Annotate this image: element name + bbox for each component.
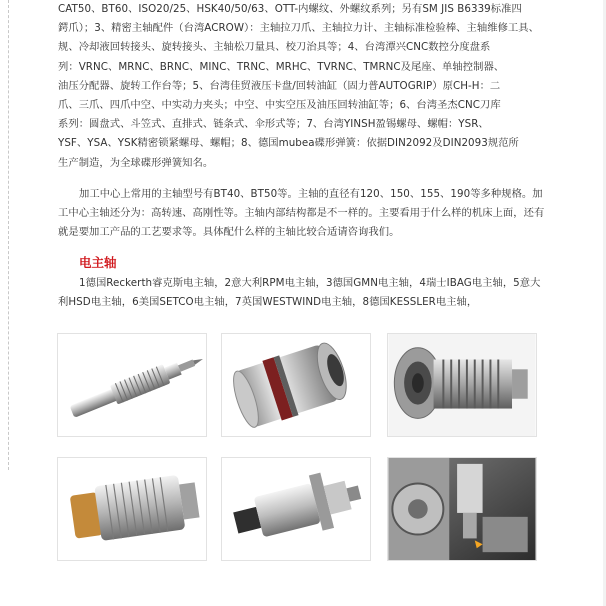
intro-line: 生产制造，为全球碟形弹簧知名。 bbox=[58, 156, 214, 169]
intro-line: 鍔爪）；3、精密主轴配件（台湾ACROW）：主轴拉刀爪、主轴拉力计、主轴标准检验棒、主轴维修工具、 bbox=[58, 22, 539, 35]
spindle-photo-1 bbox=[57, 333, 207, 437]
intro-line: CAT50、BT60、ISO20/25、HSK40/50/63、OTT-内螺纹、外螺纹系列；另有SM JIS B6339标准四 bbox=[58, 3, 522, 15]
intro-line: 规、冷却液回转接头、旋转接头、主轴松刀量具、校刀治具等；4、台湾潭兴CNC数控分度盘系 bbox=[58, 41, 491, 54]
spindle-photo-5 bbox=[221, 457, 371, 561]
intro-line: 爪、三爪、四爪中空、中实动力夹头；中空、中实空压及油压回转油缸等；6、台湾圣杰CNC刀库 bbox=[58, 99, 501, 112]
intro-paragraph bbox=[58, 0, 550, 173]
spindle-photo-2 bbox=[221, 333, 371, 437]
machining-photo bbox=[387, 457, 537, 561]
intro-line: 列：VRNC、MRNC、BRNC、MINC、TRNC、MRHC、TVRNC、TMRNC及尾座、单轴控制器、 bbox=[58, 60, 505, 73]
intro-line: 系列：圆盘式、斗笠式、直排式、链条式、伞形式等；7、台湾YINSH盈锡螺母、螺帽：YSR、 bbox=[58, 118, 489, 131]
spindle-photo-4 bbox=[57, 457, 207, 561]
spindle-brands-paragraph: 1德国Reckerth睿克斯电主轴，2意大利RPM电主轴，3德国GMN电主轴，4瑞士IBAG电主轴，5意大利HSD电主轴，6美国SETCO电主轴，7英国WESTWIND电主轴，8德国KESSLER电主轴， bbox=[58, 277, 541, 309]
intro-line: 油压分配器、旋转工作台等；5、台湾佳贸液压卡盘/回转油缸（固力普AUTOGRIP）原CH-H：二 bbox=[58, 79, 501, 92]
dashed-margin-rule bbox=[8, 0, 9, 470]
section-heading-electric-spindle: 电主轴 bbox=[79, 255, 117, 270]
intro-line: YSF、YSA、YSK精密锁紧螺母、螺帽；8、德国mubea碟形弹簧：依据DIN2092及DIN2093规范所 bbox=[58, 137, 519, 150]
spindle-photo-3 bbox=[387, 333, 537, 437]
spindle-description-paragraph: 加工中心上常用的主轴型号有BT40、BT50等。主轴的直径有120、150、155、190等多种规格。加工中心主轴还分为：高转速、高刚性等。主轴内部结构都是不一样的。主要看用于什么样的机床上面，还有就是要加工产品的工艺要求等。具体配什么样的主轴比较合适请咨询我们。 bbox=[58, 188, 545, 239]
